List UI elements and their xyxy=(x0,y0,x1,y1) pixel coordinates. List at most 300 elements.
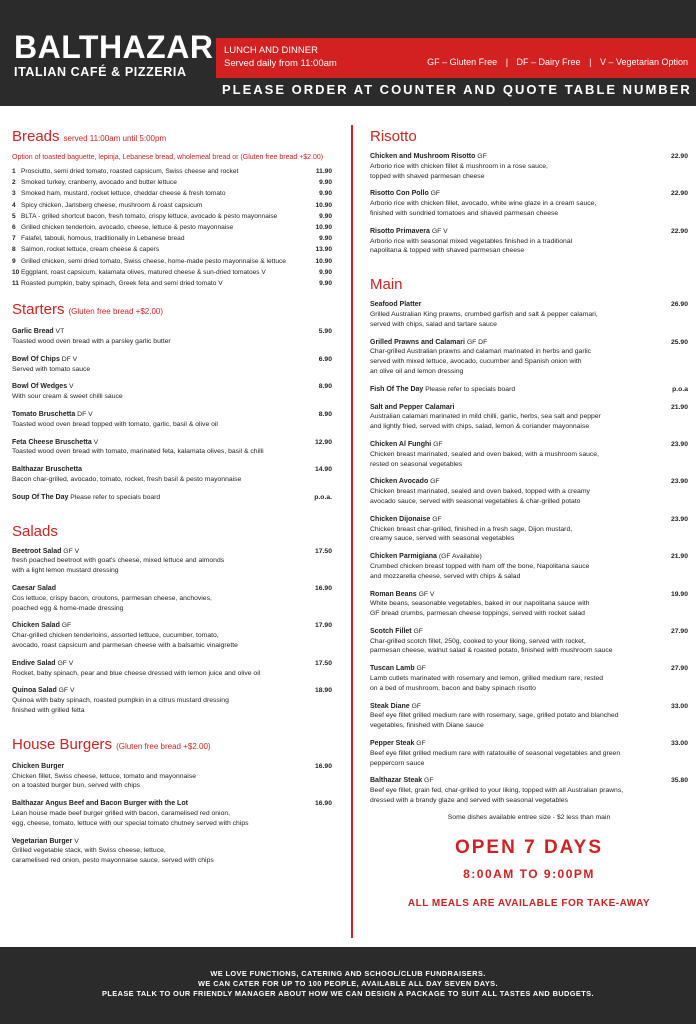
menu-item-header xyxy=(12,547,332,557)
menu-item xyxy=(12,438,332,458)
menu-item-description: Beef eye fillet grilled medium rare with ratatouille of seasonal vegetables and green peppercorn sauce xyxy=(370,749,621,767)
menu-item xyxy=(12,762,332,791)
bread-item xyxy=(12,278,332,289)
menu-item-price: 23.90 xyxy=(670,515,688,523)
menu-item-name: Balthazar Steak xyxy=(370,777,423,785)
breads-note: Option of toasted baguette, lepinja, Lebanese bread, wholemeal bread or (Gluten free bread +$2.00) xyxy=(12,154,324,161)
bread-item xyxy=(12,233,332,244)
order-banner: PLEASE ORDER AT COUNTER AND QUOTE TABLE NUMBER xyxy=(222,82,692,97)
menu-item-name-wrap xyxy=(370,627,423,637)
breads-section-title xyxy=(12,128,332,148)
bread-item xyxy=(12,256,332,267)
menu-item xyxy=(12,621,332,650)
menu-item-header xyxy=(370,664,688,674)
menu-item-header xyxy=(370,300,688,310)
menu-item-description: Toasted wood oven bread topped with tomato, garlic, basil & olive oil xyxy=(12,420,218,428)
section-title-text: Salads xyxy=(12,522,58,540)
menu-item-name: Fish Of The Day xyxy=(370,385,424,393)
menu-item-tag: DF V xyxy=(77,411,93,419)
section-title-text: Starters xyxy=(12,301,65,319)
menu-item-tag: GF V xyxy=(58,687,75,695)
item-price: 9.90 xyxy=(319,280,332,288)
menu-item-name: Risotto Primavera xyxy=(370,227,430,235)
menu-item-header xyxy=(370,227,688,237)
menu-item-name: Tomato Bruschetta xyxy=(12,411,76,419)
item-number: 1 xyxy=(12,168,16,175)
burgers-section-title xyxy=(12,736,332,756)
menu-item-description: Australian calamari marinated in mild chilli, garlic, herbs, sea salt and pepper and lightly fried, served with chips, salad, lemon & coriander mayonnaise xyxy=(370,413,601,431)
menu-item-name-wrap xyxy=(370,477,440,487)
item-price: 9.90 xyxy=(319,235,332,243)
menu-item-price: 23.90 xyxy=(670,478,688,486)
menu-item-header xyxy=(370,403,688,413)
bread-item xyxy=(12,222,332,233)
hours-line-2: Served daily from 11:00am xyxy=(224,58,337,69)
item-description: Grilled chicken tenderloin, avocado, cheese, lettuce & pesto mayonnaise xyxy=(21,224,234,232)
item-description: Salmon, rocket lettuce, cream cheese & capers xyxy=(21,246,160,254)
menu-item-name-wrap xyxy=(370,338,487,348)
opening-hours: 8:00AM TO 9:00PM xyxy=(463,866,595,881)
menu-item-name: Soup Of The Day xyxy=(12,493,69,501)
menu-item-price: 6.90 xyxy=(318,355,332,363)
menu-item-description: Served with tomato sauce xyxy=(12,365,91,373)
menu-item xyxy=(370,515,688,544)
menu-item-description: Lean house made beef burger grilled with bacon, caramelised red onion, egg, cheese, tomato, lettuce with our special tomato chutney served with chips xyxy=(12,809,249,827)
menu-item xyxy=(12,382,332,402)
menu-item xyxy=(370,403,688,432)
menu-item xyxy=(12,659,332,679)
menu-item xyxy=(12,493,332,503)
menu-item-name-wrap xyxy=(370,385,515,395)
menu-item-header xyxy=(370,627,688,637)
menu-item-name-wrap xyxy=(12,584,56,594)
section-title-text: Risotto xyxy=(370,128,417,145)
item-price: 11.90 xyxy=(315,168,332,175)
menu-item xyxy=(12,584,332,613)
service-hours xyxy=(224,44,337,70)
menu-item-name: Grilled Prawns and Calamari xyxy=(370,338,465,346)
menu-item-description: Arborio rice with seasonal mixed vegetables finished in a traditional napolitana & topped with shaved parmesan cheese xyxy=(370,237,573,255)
menu-item-name-wrap xyxy=(370,515,442,525)
menu-item-header xyxy=(370,477,688,487)
item-price: 10.90 xyxy=(315,201,332,209)
menu-item-name-wrap xyxy=(12,659,73,669)
menu-item-name-wrap xyxy=(370,552,482,562)
menu-item-name: Feta Cheese Bruschetta xyxy=(12,438,92,446)
menu-item-header xyxy=(12,837,332,847)
menu-item-price: p.o.a xyxy=(672,385,688,393)
open-days-heading: OPEN 7 DAYS xyxy=(454,836,603,858)
menu-item-name: Endive Salad xyxy=(12,659,56,667)
legend-separator: | xyxy=(505,57,509,67)
menu-item-name-wrap xyxy=(370,227,448,237)
legend-gf: GF – Gluten Free xyxy=(427,57,498,67)
menu-item-tag: GF DF xyxy=(466,338,488,346)
menu-item-description: Grilled Australian King prawns, crumbed garfish and salt & pepper calamari, served with chips, salad and tartare sauce xyxy=(370,310,598,328)
takeaway-note: ALL MEALS ARE AVAILABLE FOR TAKE-AWAY xyxy=(407,897,651,909)
menu-item-header xyxy=(370,152,688,162)
menu-item-price: 22.90 xyxy=(670,153,688,160)
legend-v: V – Vegetarian Option xyxy=(599,57,688,67)
menu-item-name: Quinoa Salad xyxy=(12,687,57,695)
menu-item-tag: (GF Available) xyxy=(438,553,482,561)
menu-item-name-wrap xyxy=(12,799,188,809)
menu-item-name-wrap xyxy=(12,327,64,337)
menu-item-name-wrap xyxy=(12,493,160,503)
item-description: BLTA - grilled shortcut bacon, fresh tomato, crispy lettuce, avocado & pesto mayonnaise xyxy=(21,212,278,220)
menu-item-name: Seafood Platter xyxy=(370,301,422,309)
menu-header xyxy=(0,0,696,106)
menu-item-description: White beans, seasonable vegetables, baked in our napolitana sauce with GF bread crumbs, parmesan cheese toppings, served with rocket salad xyxy=(370,600,590,618)
menu-item-tag: GF xyxy=(416,665,426,673)
menu-item-name: Bowl Of Wedges xyxy=(12,383,68,391)
item-description: Roasted pumpkin, baby spinach, Greek feta and semi dried tomato V xyxy=(21,280,223,288)
menu-item-tag: GF V xyxy=(418,590,435,598)
burgers-list xyxy=(12,762,332,866)
main-list xyxy=(370,300,688,806)
menu-item-header xyxy=(12,799,332,809)
menu-item-name-wrap xyxy=(370,664,426,674)
menu-item xyxy=(370,590,688,619)
menu-item-description: Beef eye fillet grilled medium rare with rosemary, sage, grilled potato and blanched vegetables, finished with Diane sauce xyxy=(370,712,619,730)
menu-item-name: Scotch Fillet xyxy=(370,627,412,635)
item-price: 9.90 xyxy=(319,190,332,198)
item-number: 10 xyxy=(12,268,20,276)
menu-item-header xyxy=(370,189,688,199)
bread-item xyxy=(12,188,332,199)
item-number: 11 xyxy=(12,280,19,288)
menu-item-description: Cos lettuce, crispy bacon, croutons, parmesan cheese, anchovies, poached egg & home-made dressing xyxy=(12,594,212,612)
item-number: 4 xyxy=(12,201,16,209)
menu-item xyxy=(12,686,332,715)
menu-item xyxy=(370,739,688,768)
menu-item xyxy=(370,477,688,506)
menu-item-name-wrap xyxy=(370,440,443,450)
footer-banner xyxy=(0,947,696,1024)
menu-item-description: Grilled vegetable stack, with Swiss cheese, lettuce, caramelised red onion, pesto mayonnaise sauce, served with chips xyxy=(12,847,214,865)
menu-item-description: Chicken breast char-grilled, finished in a fresh sage, Dijon mustard, creamy sauce, served with seasonal vegetables xyxy=(370,525,573,543)
section-title-text: Breads xyxy=(12,128,60,145)
bread-item xyxy=(12,200,332,211)
menu-item-description: Chicken breast marinated, sealed and oven baked, with a mushroom sauce, rested on seasonal vegetables xyxy=(370,450,599,468)
menu-item-header xyxy=(370,590,688,600)
menu-item-name: Bowl Of Chips xyxy=(12,355,60,363)
dietary-legend xyxy=(421,57,688,67)
menu-item-header xyxy=(12,493,332,503)
menu-item xyxy=(370,627,688,656)
menu-item xyxy=(12,799,332,828)
menu-item-tag: GF xyxy=(424,777,434,785)
footer-line-1: WE LOVE FUNCTIONS, CATERING AND SCHOOL/CLUB FUNDRAISERS. xyxy=(210,969,486,978)
salads-list xyxy=(12,547,332,716)
info-band xyxy=(216,38,696,78)
item-price: 9.90 xyxy=(319,268,332,276)
menu-item-price: 26.90 xyxy=(670,301,688,309)
menu-item-header xyxy=(370,515,688,525)
section-title-text: Main xyxy=(370,276,403,294)
menu-item-name-wrap xyxy=(12,438,98,448)
menu-item-price: 33.00 xyxy=(670,740,688,748)
brand-logo xyxy=(14,30,212,80)
menu-item-header xyxy=(370,440,688,450)
entree-note: Some dishes available entree size - $2 less than main xyxy=(447,813,611,821)
left-column xyxy=(12,128,332,874)
menu-item-price: 25.90 xyxy=(670,338,688,346)
menu-item-name: Chicken Parmigiana xyxy=(370,553,437,561)
item-description: Grilled chicken, semi dried tomato, Swiss cheese, home-made pesto mayonnaise & lettuce xyxy=(21,257,286,265)
brand-subtitle: ITALIAN CAFÉ & PIZZERIA xyxy=(14,65,187,79)
menu-item-price: p.o.a. xyxy=(314,493,332,501)
menu-item-tag: GF V xyxy=(57,659,74,667)
menu-item xyxy=(370,300,688,329)
menu-item-description: Char-grilled Australian prawns and calamari marinated in herbs and garlic served with mixed lettuce, avocado, cucumber and Spanish onion with an olive oil and lemon dressing xyxy=(370,348,592,375)
menu-item-name-wrap xyxy=(12,410,93,420)
legend-separator: | xyxy=(589,57,592,67)
menu-item-name-wrap xyxy=(12,382,74,392)
menu-item-name: Balthazar Angus Beef and Bacon Burger with the Lot xyxy=(12,800,188,808)
menu-item-name: Chicken Burger xyxy=(12,762,65,770)
menu-item-name-wrap xyxy=(370,702,421,712)
menu-item-description: Chicken fillet, Swiss cheese, lettuce, tomato and mayonnaise on a toasted burger bun, served with chips xyxy=(12,772,196,790)
menu-item xyxy=(12,327,332,347)
bread-item xyxy=(12,267,332,278)
menu-item-header xyxy=(370,702,688,712)
menu-item-name: Risotto Con Pollo xyxy=(370,190,429,198)
menu-item-price: 16.90 xyxy=(314,762,332,770)
salads-section-title xyxy=(12,523,332,541)
menu-item-header xyxy=(12,659,332,669)
menu-item-price: 27.90 xyxy=(670,665,688,673)
menu-item xyxy=(12,547,332,576)
item-price: 13.90 xyxy=(315,246,332,254)
menu-item-header xyxy=(370,385,688,395)
menu-item-header xyxy=(12,686,332,696)
bread-item xyxy=(12,177,332,188)
bread-item xyxy=(12,244,332,255)
column-divider xyxy=(351,125,353,938)
menu-item-name: Chicken Avocado xyxy=(370,478,429,486)
menu-item-header xyxy=(12,355,332,365)
menu-item-price: 5.90 xyxy=(318,328,332,336)
menu-item xyxy=(12,837,332,866)
menu-item-price: 14.90 xyxy=(314,466,332,474)
item-number: 3 xyxy=(12,190,16,198)
menu-item-description: Char-grilled chicken tenderloins, assorted lettuce, cucumber, tomato, avocado, roast capsicum and parmesan cheese with a balsamic vinaigrette xyxy=(12,632,238,649)
menu-item xyxy=(370,189,688,218)
footer-line-3: PLEASE TALK TO OUR FRIENDLY MANAGER ABOUT HOW WE CAN DESIGN A PACKAGE TO SUIT ALL TASTES AND BUDGETS. xyxy=(102,989,594,998)
menu-item-name-wrap xyxy=(370,189,440,199)
section-subtitle: served 11:00am until 5:00pm xyxy=(63,134,167,143)
menu-item-header xyxy=(370,338,688,348)
risotto-section-title xyxy=(370,128,688,146)
menu-item-name: Pepper Steak xyxy=(370,740,415,748)
menu-item-description: Beef eye fillet, grain fed, char-grilled to your liking, topped with all Australian prawns, dressed with a brandy glaze and served with seasonal vegetables xyxy=(370,787,624,805)
menu-item-tag: GF xyxy=(432,515,442,523)
menu-item-header xyxy=(370,552,688,562)
menu-item-tag: GF xyxy=(430,478,440,486)
menu-item xyxy=(370,664,688,693)
menu-item-tag: GF V xyxy=(63,547,80,555)
menu-item-tag: GF xyxy=(416,740,426,748)
menu-item-tag: V xyxy=(69,383,74,391)
menu-item-description: Arborio rice with chicken fillet & mushroom in a rose sauce, topped with shaved parmesan cheese xyxy=(370,162,548,180)
menu-item-name: Chicken Dijonaise xyxy=(370,515,431,523)
item-description: Smoked turkey, cranberry, avocado and butter lettuce xyxy=(21,179,177,187)
menu-item-name-wrap xyxy=(12,762,64,772)
bread-item xyxy=(12,166,332,177)
item-number: 8 xyxy=(12,246,16,254)
menu-item-name-wrap xyxy=(12,465,82,475)
menu-item-name: Vegetarian Burger xyxy=(12,837,73,845)
menu-item-header xyxy=(12,762,332,772)
menu-item-price: 23.90 xyxy=(670,440,688,448)
menu-item-name-wrap xyxy=(12,621,71,631)
menu-item-tag: VT xyxy=(55,328,65,336)
menu-item-name: Chicken Salad xyxy=(12,622,60,630)
menu-item-name: Chicken Al Funghi xyxy=(370,440,432,448)
menu-item-price: 17.50 xyxy=(314,547,332,555)
menu-item-price: 16.90 xyxy=(314,800,332,808)
menu-item-tag: V xyxy=(93,438,99,446)
section-subtitle: (Gluten free bread +$2.00) xyxy=(68,307,164,317)
section-title-text: House Burgers xyxy=(12,735,113,753)
legend-df: DF – Dairy Free xyxy=(516,57,581,67)
item-price: 10.90 xyxy=(315,224,332,232)
menu-item-price: 16.90 xyxy=(314,584,332,592)
menu-item-description: Char-grilled scotch fillet, 250g, cooked to your liking, served with rocket, parmesan cheese, walnut salad & roasted potato, finished with mushroom sauce xyxy=(370,637,613,655)
menu-item-name: Garlic Bread xyxy=(12,328,54,336)
menu-item-name-wrap xyxy=(12,547,79,557)
item-number: 9 xyxy=(12,257,16,265)
menu-item-name-wrap xyxy=(12,837,79,847)
menu-item-name: Beetroot Salad xyxy=(12,547,62,555)
menu-item-name: Chicken and Mushroom Risotto xyxy=(370,153,476,160)
menu-item-header xyxy=(12,584,332,594)
item-number: 7 xyxy=(12,235,16,243)
item-price: 10.90 xyxy=(315,257,332,265)
menu-item-header xyxy=(370,776,688,786)
item-number: 6 xyxy=(12,224,16,232)
menu-item-price: 8.90 xyxy=(318,411,332,419)
menu-item-description: Lamb cutlets marinated with rosemary and lemon, grilled medium rare, rested on a bed of mushroom, bacon and baby spinach risotto xyxy=(370,675,604,692)
menu-item-header xyxy=(12,327,332,337)
menu-item-name: Steak Diane xyxy=(370,702,410,710)
menu-item-name: Salt and Pepper Calamari xyxy=(370,403,455,411)
item-number: 2 xyxy=(12,179,16,187)
menu-item-price: 27.90 xyxy=(670,627,688,635)
menu-item-description: Arborio rice with chicken fillet, avocado, white wine glaze in a cream sauce, finished with sundried tomatoes and shaved parmesan cheese xyxy=(370,200,597,217)
menu-item-price: 18.90 xyxy=(314,687,332,695)
menu-item-description: Crumbed chicken breast topped with ham off the bone, Napolitana sauce and mozzarella cheese, served with chips & salad xyxy=(370,562,590,580)
menu-item-price: 33.00 xyxy=(670,702,688,710)
menu-item-tag: GF xyxy=(477,153,487,160)
menu-item-name-wrap xyxy=(12,355,77,365)
menu-item xyxy=(12,465,332,485)
menu-item xyxy=(370,227,688,256)
menu-item-description: Rocket, baby spinach, pear and blue cheese dressed with lemon juice and olive oil xyxy=(12,669,261,677)
menu-item xyxy=(370,440,688,469)
section-subtitle: (Gluten free bread +$2.00) xyxy=(116,741,211,751)
menu-item-description: fresh poached beetroot with goat's cheese, mixed lettuce and almonds with a light lemon mustard dressing xyxy=(12,557,225,575)
menu-item-price: 12.90 xyxy=(314,438,332,446)
item-price: 9.90 xyxy=(319,179,332,187)
starters-section-title xyxy=(12,301,332,321)
menu-item-tag: Please refer to specials board xyxy=(70,493,161,501)
item-description: Smoked ham, mustard, rocket lettuce, cheddar cheese & fresh tomato xyxy=(21,190,226,198)
menu-item-header xyxy=(12,382,332,392)
menu-item-tag: DF V xyxy=(61,355,78,363)
item-description: Spicy chicken, Jarlsberg cheese, mushroom & roast capsicum xyxy=(21,201,203,209)
menu-item-price: 8.90 xyxy=(318,383,332,391)
menu-item xyxy=(370,338,688,377)
menu-item-price: 22.90 xyxy=(670,227,688,235)
menu-item-header xyxy=(12,438,332,448)
menu-item-description: Quinoa with baby spinach, roasted pumpkin in a citrus mustard dressing finished with grilled fetta xyxy=(12,697,229,714)
menu-item-tag: GF xyxy=(61,622,72,630)
menu-item-price: 22.90 xyxy=(670,190,688,198)
menu-item-tag: GF xyxy=(433,440,443,448)
menu-item-description: Toasted wood oven bread with a parsley garlic butter xyxy=(12,338,171,346)
menu-item-tag: GF V xyxy=(431,227,448,235)
menu-item-header xyxy=(370,739,688,749)
menu-item-price: 17.90 xyxy=(314,622,332,630)
bread-item xyxy=(12,211,332,222)
breads-list xyxy=(12,166,332,289)
main-section-title xyxy=(370,276,688,294)
menu-item-price: 35.80 xyxy=(670,777,688,785)
item-price: 9.90 xyxy=(319,212,332,220)
menu-item xyxy=(370,552,688,581)
menu-item xyxy=(12,410,332,430)
menu-item-name: Balthazar Bruschetta xyxy=(12,466,83,474)
item-number: 5 xyxy=(12,212,16,220)
menu-item-price: 17.50 xyxy=(314,659,332,667)
item-description: Falafel, tabouli, homous, traditionally in Lebanese bread xyxy=(21,235,185,243)
starters-list xyxy=(12,327,332,502)
menu-item-name-wrap xyxy=(370,403,454,413)
menu-item-description: Chicken breast marinated, sealed and oven baked, topped with a creamy avocado sauce, served with seasonal vegetables & char-grilled potato xyxy=(370,488,590,505)
menu-item xyxy=(370,702,688,731)
menu-item-name-wrap xyxy=(370,152,487,162)
menu-item-name: Tuscan Lamb xyxy=(370,665,415,673)
menu-item-name-wrap xyxy=(370,590,434,600)
menu-item-tag: GF xyxy=(413,627,423,635)
risotto-list xyxy=(370,152,688,256)
footer-line-2: WE CAN CATER FOR UP TO 100 PEOPLE, AVAILABLE ALL DAY SEVEN DAYS. xyxy=(198,979,498,988)
menu-item xyxy=(370,776,688,805)
menu-item-price: 21.90 xyxy=(670,403,688,411)
menu-item-tag: GF xyxy=(430,190,441,198)
menu-item-price: 19.90 xyxy=(670,590,688,598)
menu-item-tag: V xyxy=(74,837,79,845)
menu-item-name-wrap xyxy=(370,739,426,749)
menu-item-header xyxy=(12,465,332,475)
menu-item-name-wrap xyxy=(12,686,75,696)
menu-item-description: Toasted wood oven bread with tomato, marinated feta, kalamata olives, basil & chilli xyxy=(12,448,264,456)
menu-item-header xyxy=(12,621,332,631)
menu-item-description: Bacon char-grilled, avocado, tomato, rocket, fresh basil & pesto mayonnaise xyxy=(12,476,242,483)
item-description: Prosciutto, semi dried tomato, roasted capsicum, Swiss cheese and rocket xyxy=(21,168,239,175)
menu-item-name: Caesar Salad xyxy=(12,584,56,592)
menu-item-tag: GF xyxy=(411,702,422,710)
menu-item xyxy=(370,385,688,395)
menu-item xyxy=(370,152,688,181)
menu-item xyxy=(12,355,332,375)
item-description: Eggplant, roast capsicum, kalamata olives, matured cheese & sun-dried tomatoes V xyxy=(21,268,266,276)
menu-item-description: With sour cream & sweet chilli sauce xyxy=(12,393,123,401)
menu-item-tag: Please refer to specials board xyxy=(425,385,516,393)
menu-item-name: Roman Beans xyxy=(370,590,417,598)
